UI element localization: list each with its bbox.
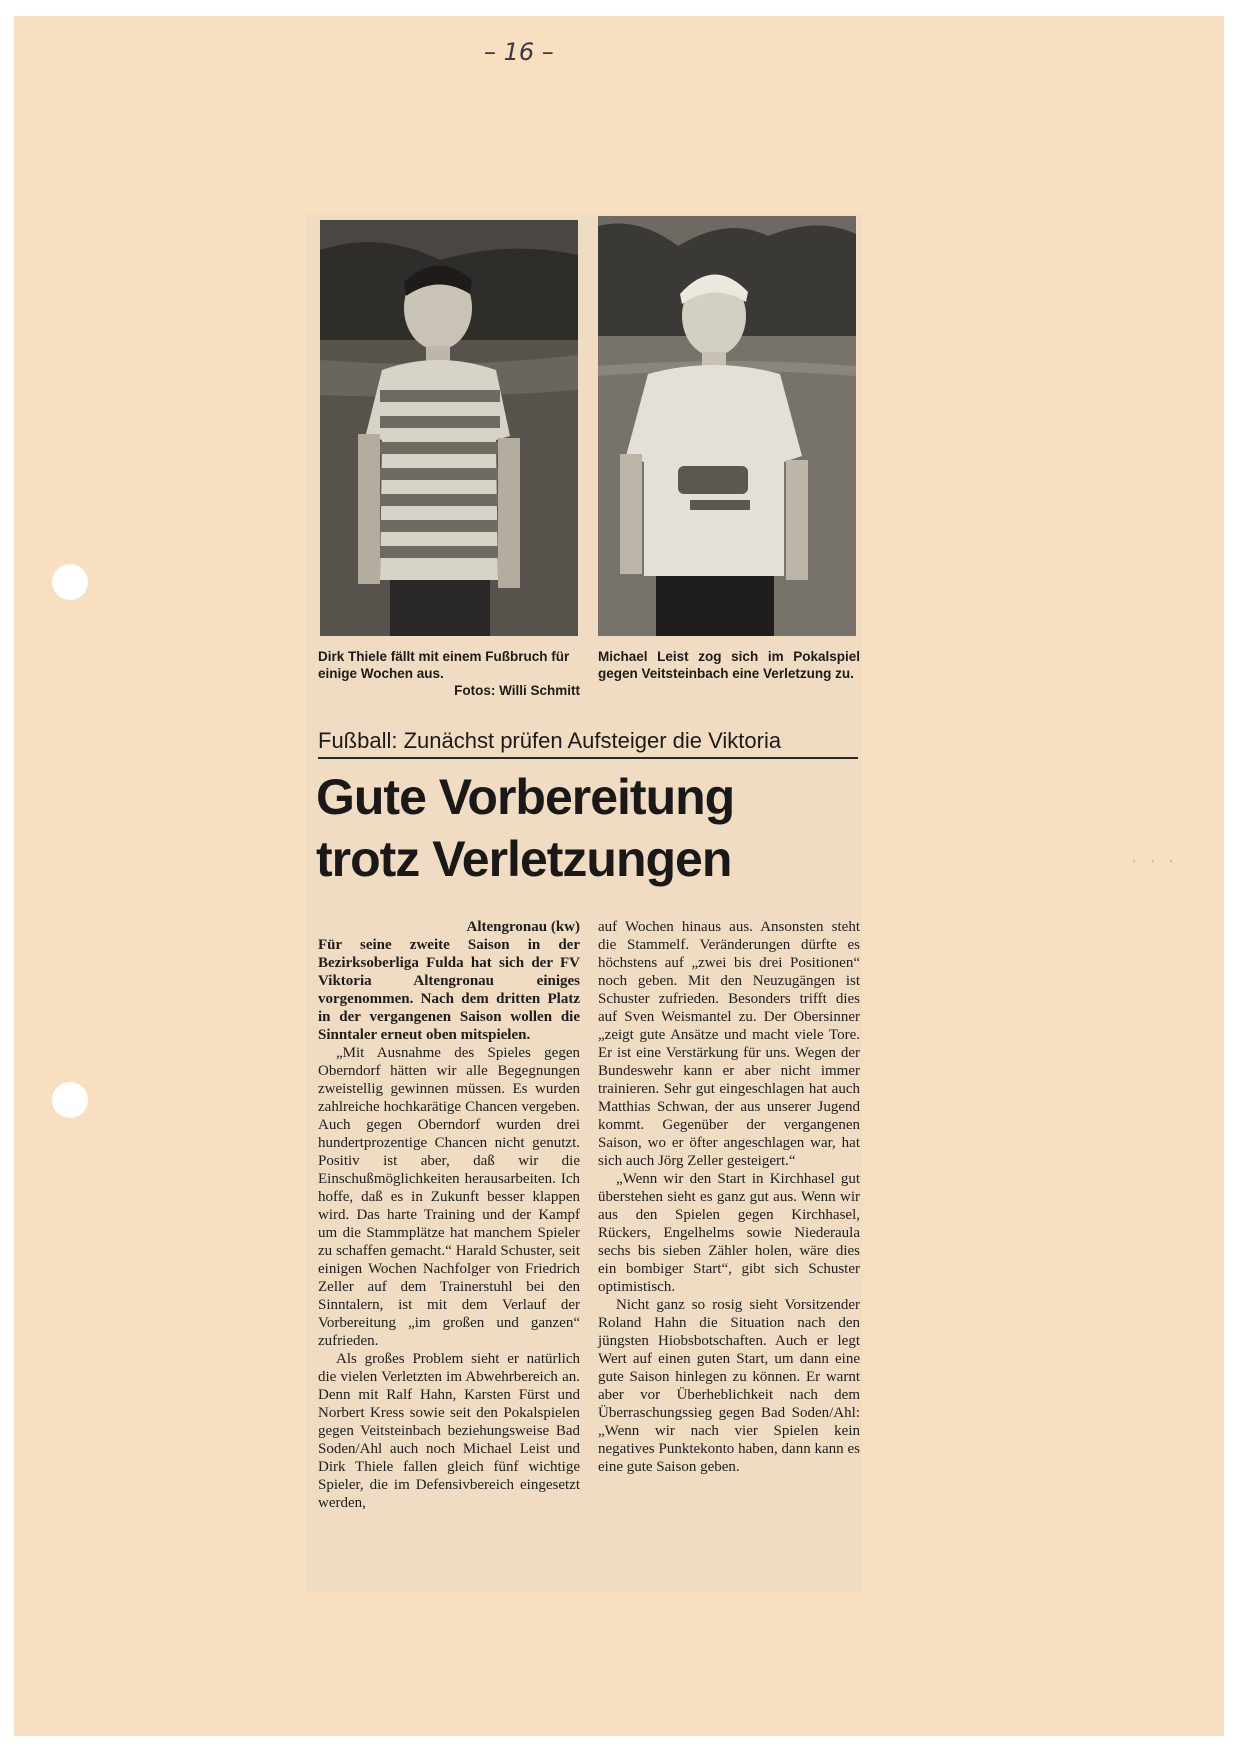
caption-michael-leist: Michael Leist zog sich im Pokalspiel gegen Veitsteinbach eine Verletzung zu.	[598, 649, 860, 681]
article-paragraph-1: „Mit Ausnahme des Spieles gegen Oberndorf hätten wir alle Begegnungen zweistellig gewinnen müssen. Es wurden zahlreiche hochkarätige Chancen vergeben. Auch gegen Oberndorf wurden drei hundertprozentige Chancen nicht genutzt. Positiv ist aber, daß wir die Einschußmöglichkeiten herausarbeiten. Ich hoffe, daß es in Zukunft besser klappen wird. Das harte Training und der Kampf um die Stammplätze hat manchem Spieler zu schaffen gemacht.“ Harald Schuster, seit einigen Wochen Nachfolger von Friedrich Zeller auf dem Trainerstuhl bei den Sinntalern, ist mit dem Verlauf der Vorbereitung „im großen und ganzen“ zufrieden.	[318, 1045, 580, 1349]
newspaper-clipping	[306, 214, 862, 1592]
article-column-left	[318, 918, 580, 1512]
punch-hole-bottom	[52, 1082, 88, 1118]
photo-michael-leist-image	[598, 216, 856, 636]
photo-dirk-thiele-image	[320, 220, 578, 636]
article-paragraph-3: auf Wochen hinaus aus. Ansonsten steht die Stammelf. Veränderungen dürfte es höchstens auf „zwei bis drei Positionen“ noch geben. Mit den Neuzugängen ist Schuster zufrieden. Besonders trifft dies auf Sven Weismantel zu. Der Obersinner „zeigt gute Ansätze und macht viele Tore. Er ist eine Verstärkung für uns. Wegen der Bundeswehr kann er aber nicht immer trainieren. Sehr gut eingeschlagen hat auch Matthias Schwan, der aus unserer Jugend kommt. Gegenüber der vergangenen Saison, wo er öfter angeschlagen war, hat sich auch Jörg Zeller gesteigert.“	[598, 919, 860, 1169]
headline-line-2: trotz Verletzungen	[316, 831, 732, 887]
caption-dirk-thiele	[318, 648, 580, 699]
archive-sheet	[14, 16, 1224, 1736]
headline-line-1: Gute Vorbereitung	[316, 769, 735, 825]
punch-hole-top	[52, 564, 88, 600]
dateline: Altengronau (kw)	[466, 919, 580, 935]
photo-credit: Fotos: Willi Schmitt	[454, 683, 580, 698]
paper-specks: ···	[1132, 854, 1188, 870]
photo-michael-leist	[598, 216, 856, 636]
article-kicker: Fußball: Zunächst prüfen Aufsteiger die Viktoria	[318, 728, 858, 759]
article-headline	[316, 766, 856, 890]
caption-left-text: Dirk Thiele fällt mit einem Fußbruch für einige Wochen aus.	[318, 649, 570, 681]
article-paragraph-4: „Wenn wir den Start in Kirchhasel gut überstehen sieht es ganz gut aus. Wenn wir aus den Spielen gegen Kirchhasel, Rückers, Engelhelms sowie Niederaula sechs bis sieben Zähler holen, wäre dies ein bombiger Start“, gibt sich Schuster optimistisch.	[598, 1171, 860, 1295]
article-paragraph-2: Als großes Problem sieht er natürlich die vielen Verletzten im Abwehrbereich an. Denn mit Ralf Hahn, Karsten Fürst und Norbert Kress sowie seit den Pokalspielen gegen Veitsteinbach beziehungsweise Bad Soden/Ahl auch noch Michael Leist und Dirk Thiele fallen gleich fünf wichtige Spieler, die im Defensivbereich eingesetzt werden,	[318, 1351, 580, 1511]
photo-dirk-thiele	[320, 220, 578, 636]
article-paragraph-5: Nicht ganz so rosig sieht Vorsitzender Roland Hahn die Situation nach den jüngsten Hiobsbotschaften. Auch er legt Wert auf einen guten Start, um dann eine gute Saison hinlegen zu können. Er warnt aber vor Überheblichkeit nach dem Überraschungssieg gegen Bad Soden/Ahl: „Wenn wir nach vier Spielen kein negatives Punktekonto haben, dann kann es eine gute Saison geben.	[598, 1297, 860, 1475]
article-column-right	[598, 918, 860, 1476]
article-lead: Für seine zweite Saison in der Bezirksoberliga Fulda hat sich der FV Viktoria Altengronau einiges vorgenommen. Nach dem dritten Platz in der vergangenen Saison wollen die Sinntaler erneut oben mitspielen.	[318, 937, 580, 1043]
page-number: – 16 –	[484, 38, 554, 66]
